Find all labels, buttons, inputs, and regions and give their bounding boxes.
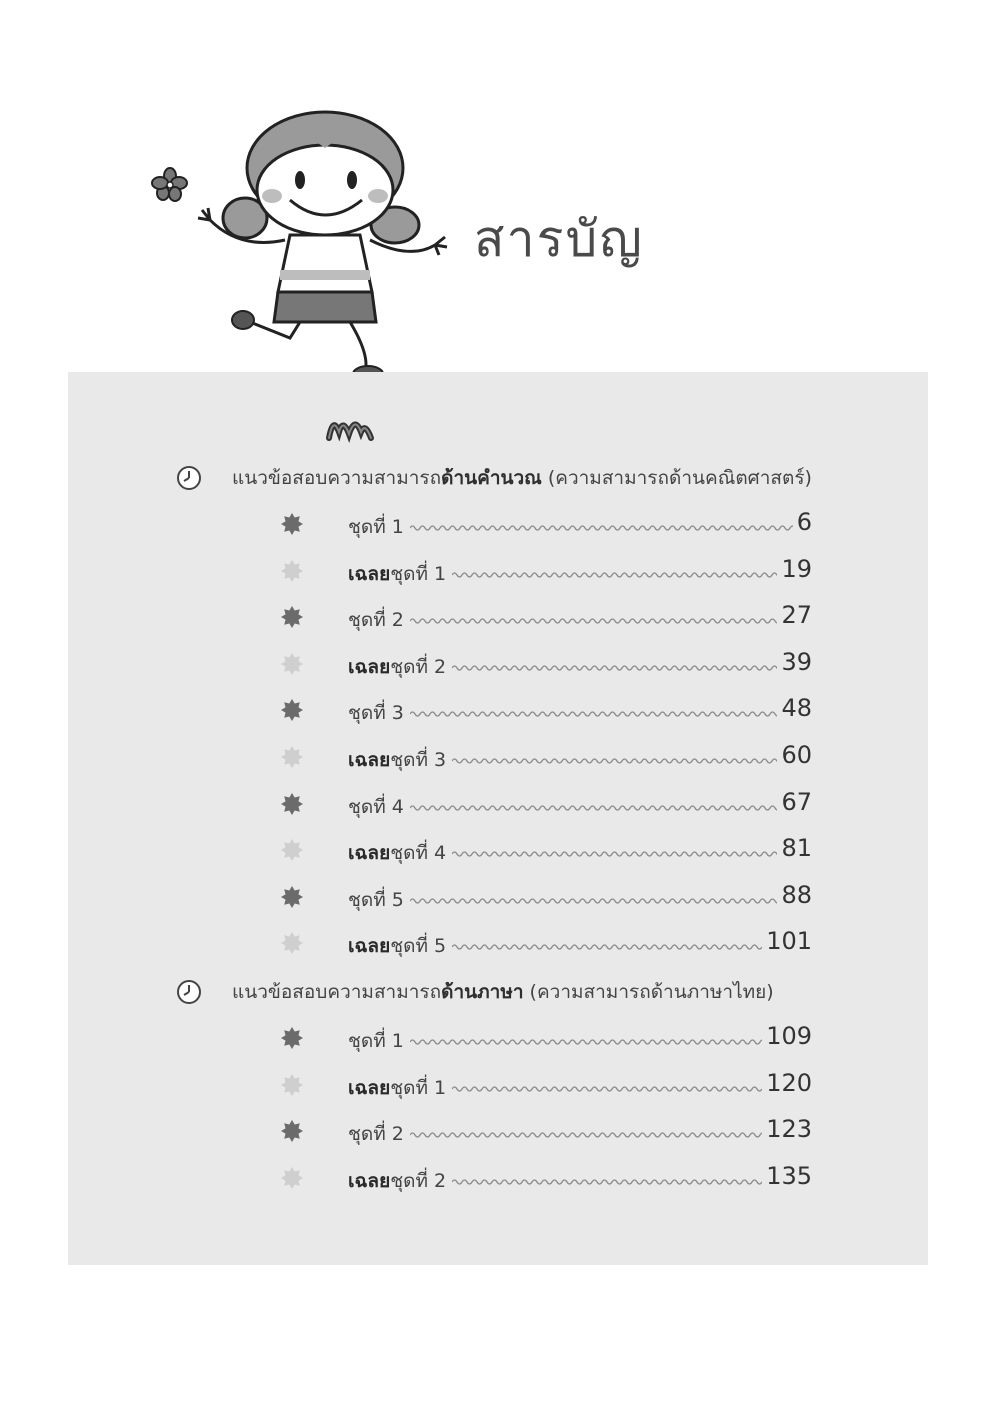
- wavy-leader-line: [452, 848, 777, 860]
- page-number: 88: [781, 880, 812, 909]
- entry-label: เฉลยชุดที่ 2: [348, 655, 447, 678]
- wavy-leader-line: [410, 1036, 762, 1048]
- toc-entry[interactable]: [280, 927, 820, 961]
- wavy-leader-line: [452, 662, 777, 674]
- entry-label: ชุดที่ 3: [348, 702, 404, 725]
- toc-entry[interactable]: [280, 881, 820, 915]
- scribble-icon: [325, 408, 380, 448]
- star-bullet-icon: [280, 512, 304, 536]
- toc-entry[interactable]: [280, 1069, 820, 1103]
- entry-label: ชุดที่ 2: [348, 609, 404, 632]
- toc-entry[interactable]: [280, 834, 820, 868]
- page-number: 6: [796, 508, 812, 536]
- toc-entry[interactable]: [280, 601, 820, 635]
- star-bullet-icon: [280, 1119, 304, 1143]
- wavy-leader-line: [452, 755, 777, 767]
- page-number: 120: [766, 1068, 812, 1097]
- star-bullet-icon: [280, 605, 304, 629]
- section-heading: [176, 462, 812, 494]
- star-bullet-icon: [280, 885, 304, 909]
- entry-label: ชุดที่ 2: [348, 1123, 404, 1146]
- entry-label: เฉลยชุดที่ 3: [348, 749, 447, 771]
- toc-entry[interactable]: [280, 788, 820, 822]
- page-number: 81: [781, 834, 812, 863]
- wavy-leader-line: [410, 895, 777, 907]
- wavy-leader-line: [452, 1176, 762, 1188]
- toc-entry[interactable]: [280, 694, 820, 728]
- star-bullet-icon: [280, 559, 304, 583]
- wavy-leader-line: [410, 802, 777, 814]
- toc-entry[interactable]: [280, 1022, 820, 1056]
- toc-entry[interactable]: [280, 555, 820, 589]
- page-number: 135: [766, 1161, 812, 1190]
- entry-label: ชุดที่ 1: [348, 1030, 404, 1052]
- page-number: 60: [781, 741, 812, 769]
- star-bullet-icon: [280, 652, 304, 676]
- entry-label: เฉลยชุดที่ 1: [348, 1076, 447, 1099]
- entry-label: ชุดที่ 5: [348, 888, 404, 911]
- page-number: 39: [781, 647, 812, 676]
- star-bullet-icon: [280, 745, 304, 769]
- star-bullet-icon: [280, 838, 304, 862]
- page-number: 27: [781, 601, 812, 630]
- entry-label: เฉลยชุดที่ 5: [348, 935, 447, 958]
- wavy-leader-line: [410, 615, 777, 627]
- toc-entry[interactable]: [280, 741, 820, 775]
- toc-entry[interactable]: [280, 1115, 820, 1149]
- page-number: 48: [781, 694, 812, 723]
- page-number: 67: [781, 787, 812, 816]
- entry-label: ชุดที่ 1: [348, 516, 404, 538]
- page-number: 101: [766, 927, 812, 956]
- star-bullet-icon: [280, 698, 304, 722]
- star-bullet-icon: [280, 1073, 304, 1097]
- toc-entry[interactable]: [280, 648, 820, 682]
- wavy-leader-line: [452, 941, 762, 953]
- flower-icon: [152, 168, 187, 201]
- page-title: สารบัญ: [474, 210, 644, 268]
- page-number: 123: [766, 1115, 812, 1144]
- toc-entry[interactable]: [280, 508, 820, 542]
- girl-illustration: [140, 100, 470, 390]
- entry-label: เฉลยชุดที่ 2: [348, 1169, 447, 1192]
- entry-label: เฉลยชุดที่ 4: [348, 842, 447, 865]
- clock-icon: [176, 465, 202, 491]
- wavy-leader-line: [452, 1083, 762, 1095]
- section-heading: [176, 976, 774, 1008]
- section-title: แนวข้อสอบความสามารถด้านคำนวณ (ความสามารถด้านคณิตศาสตร์): [232, 467, 812, 489]
- star-bullet-icon: [280, 792, 304, 816]
- star-bullet-icon: [280, 931, 304, 955]
- entry-label: เฉลยชุดที่ 1: [348, 562, 447, 585]
- wavy-leader-line: [410, 522, 793, 534]
- wavy-leader-line: [410, 1129, 762, 1141]
- page-number: 109: [766, 1022, 812, 1050]
- wavy-leader-line: [452, 569, 777, 581]
- toc-entry[interactable]: [280, 1162, 820, 1196]
- page-number: 19: [781, 554, 812, 583]
- entry-label: ชุดที่ 4: [348, 795, 404, 818]
- wavy-leader-line: [410, 708, 777, 720]
- section-title: แนวข้อสอบความสามารถด้านภาษา (ความสามารถด้านภาษาไทย): [232, 981, 774, 1003]
- star-bullet-icon: [280, 1166, 304, 1190]
- clock-icon: [176, 979, 202, 1005]
- star-bullet-icon: [280, 1026, 304, 1050]
